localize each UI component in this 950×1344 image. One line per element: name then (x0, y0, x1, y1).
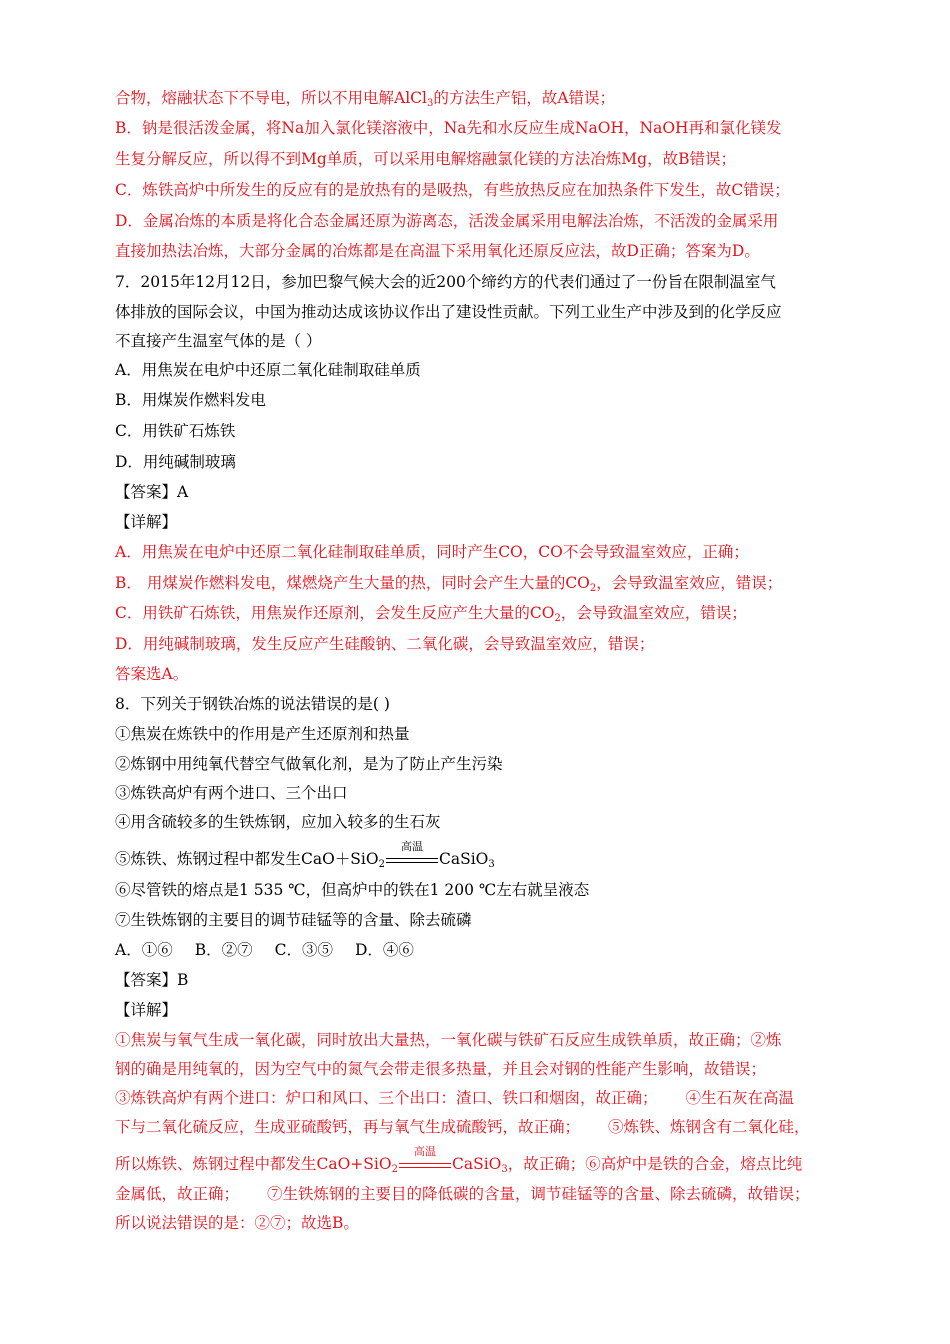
q8-item-7: ⑦生铁炼钢的主要目的调节硅锰等的含量、除去硫磷 (115, 911, 472, 929)
explanation-b-line1: B．钠是很活泼金属，将Na加入氯化镁溶液中，Na先和水反应生成NaOH，NaOH再和氯化镁发 (115, 119, 782, 137)
q8-options (115, 940, 414, 962)
q7-option-d: D．用纯碱制玻璃 (115, 453, 236, 471)
q8-item-3: ③炼铁高炉有两个进口、三个出口 (115, 784, 348, 802)
q7-detail-label: 【详解】 (115, 513, 178, 531)
q8-option-b: B．②⑦ (194, 941, 253, 959)
q7-detail-b: B． 用煤炭作燃料发电，煤燃烧产生大量的热，同时会产生大量的$CO_2$，会导致温室效应，错误； (115, 574, 783, 594)
q7-answer: 【答案】A (115, 483, 189, 501)
q7-option-b: B．用煤炭作燃料发电 (115, 391, 266, 409)
q7-option-a: A．用焦炭在电炉中还原二氧化硅制取硅单质 (115, 361, 421, 379)
q8-item-4: ④用含硫较多的生铁炼钢，应加入较多的生石灰 (115, 813, 441, 831)
q7-stem-line1: 7．2015年12月12日，参加巴黎气候大会的近200个缔约方的代表们通过了一份旨在限制温室气 (115, 273, 776, 291)
q8-detail-line2: 钢的确是用纯氧的，因为空气中的氮气会带走很多热量，并且会对钢的性能产生影响，故错误； (115, 1060, 767, 1078)
q7-detail-a: A．用焦炭在电炉中还原二氧化硅制取硅单质，同时产生CO，CO不会导致温室效应，正确； (115, 543, 749, 561)
q7-detail-d: D．用纯碱制玻璃，发生反应产生硅酸钠、二氧化碳，会导致温室效应，错误； (115, 635, 655, 653)
q8-detail-line3: ③炼铁高炉有两个进口：炉口和风口、三个出口：渣口、铁口和烟囱，故正确； ④生石灰在高温 (115, 1089, 795, 1107)
reaction-condition-arrow: 高温 (399, 1155, 451, 1175)
q8-detail-label: 【详解】 (115, 1001, 178, 1019)
q8-item-6: ⑥尽管铁的熔点是1 535 ℃，但高炉中的铁在1 200 ℃左右就呈液态 (115, 881, 590, 899)
q8-detail-line5: 所以炼铁、炼钢过程中都发生CaO+SiO$_2$ 高温 CaSiO$_3$，故正确；⑥高炉中是铁的合金，熔点比纯 (115, 1145, 803, 1175)
q8-option-a: A．①⑥ (115, 941, 173, 959)
q7-stem-line3: 不直接产生温室气体的是（ ） (115, 332, 322, 350)
q7-option-c: C．用铁矿石炼铁 (115, 422, 236, 440)
q8-item-2: ②炼钢中用纯氧代替空气做氧化剂，是为了防止产生污染 (115, 755, 503, 773)
q7-detail-c: C．用铁矿石炼铁，用焦炭作还原剂，会发生反应产生大量的$CO_2$，会导致温室效应，错误； (115, 604, 747, 624)
q8-stem: 8．下列关于钢铁冶炼的说法错误的是( ) (115, 695, 390, 713)
q8-option-c: C．③⑤ (274, 941, 333, 959)
q8-detail-line1: ①焦炭与氧气生成一氧化碳，同时放出大量热，一氧化碳与铁矿石反应生成铁单质，故正确；②炼 (115, 1031, 782, 1049)
q8-item-5: ⑤炼铁、炼钢过程中都发生CaO＋SiO$_2$ 高温 CaSiO$_3$ (115, 840, 495, 870)
explanation-c: C．炼铁高炉中所发生的反应有的是放热有的是吸热，有些放热反应在加热条件下发生，故C错误； (115, 181, 790, 199)
explanation-d-line2: 直接加热法冶炼，大部分金属的冶炼都是在高温下采用氧化还原反应法，故D正确；答案为D。 (115, 242, 760, 260)
q8-option-d: D．④⑥ (354, 941, 414, 959)
explanation-d-line1: D．金属冶炼的本质是将化合态金属还原为游离态，活泼金属采用电解法冶炼，不活泼的金属采用 (115, 212, 779, 230)
explanation-a-tail: 合物，熔融状态下不导电，所以不用电解AlCl$_3$的方法生产铝，故A错误； (115, 89, 616, 109)
q8-item-1: ①焦炭在炼铁中的作用是产生还原剂和热量 (115, 725, 410, 743)
q8-detail-line6: 金属低，故正确； ⑦生铁炼钢的主要目的降低碳的含量，调节硅锰等的含量、除去硫磷，故错误； (115, 1185, 810, 1203)
explanation-b-line2: 生复分解反应，所以得不到Mg单质，可以采用电解熔融氯化镁的方法冶炼Mg，故B错误； (115, 150, 736, 168)
q7-stem-line2: 体排放的国际会议，中国为推动达成该协议作出了建设性贡献。下列工业生产中涉及到的化学反应 (115, 303, 782, 321)
q8-detail-line7: 所以说法错误的是：②⑦；故选B。 (115, 1214, 359, 1232)
q7-conclusion: 答案选A。 (115, 665, 189, 683)
q8-answer: 【答案】B (115, 971, 189, 989)
reaction-condition-arrow: 高温 (386, 850, 438, 870)
q8-detail-line4: 下与二氧化硫反应，生成亚硫酸钙，再与氧气生成硫酸钙，故正确； ⑤炼铁、炼钢含有二氧化硅， (115, 1118, 810, 1136)
